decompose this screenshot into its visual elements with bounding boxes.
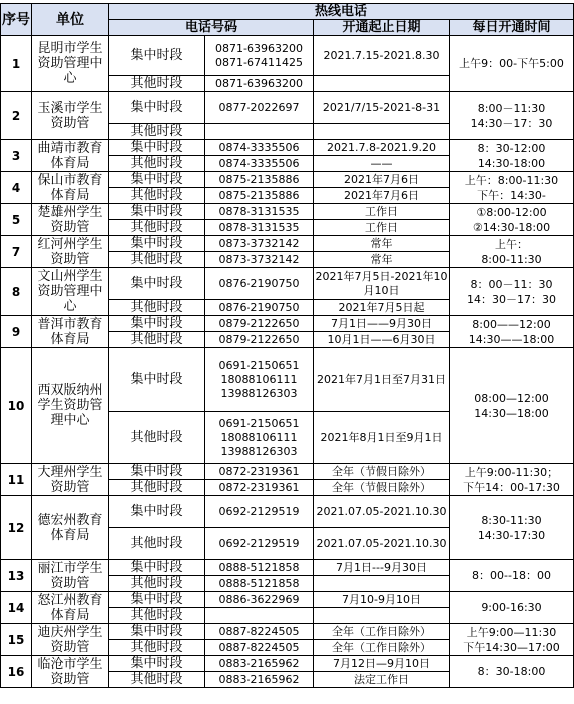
row-seq: 2 (1, 92, 32, 140)
period-other: 其他时段 (109, 412, 205, 464)
table-row (1, 348, 574, 412)
period-other: 其他时段 (109, 640, 205, 656)
table-row (1, 92, 574, 124)
phone-other: 0887-8224505 (205, 640, 314, 656)
row-seq: 9 (1, 316, 32, 348)
phone-concentrated: 0875-2135886 (205, 172, 314, 188)
phone-other (205, 124, 314, 140)
dates-concentrated: 全年（节假日除外） (314, 464, 450, 480)
phone-concentrated: 0879-2122650 (205, 316, 314, 332)
period-concentrated: 集中时段 (109, 560, 205, 576)
phone-concentrated: 0887-8224505 (205, 624, 314, 640)
period-concentrated: 集中时段 (109, 656, 205, 672)
table-row (1, 316, 574, 332)
dates-concentrated: 2021.7.8-2021.9.20 (314, 140, 450, 156)
row-unit: 昆明市学生资助管理中心 (32, 36, 109, 92)
dates-concentrated: 7月1日---9月30日 (314, 560, 450, 576)
phone-concentrated: 0878-3131535 (205, 204, 314, 220)
period-other: 其他时段 (109, 300, 205, 316)
phone-other: 0874-3335506 (205, 156, 314, 172)
phone-concentrated: 0886-3622969 (205, 592, 314, 608)
period-other: 其他时段 (109, 156, 205, 172)
header-seq: 序号 (1, 4, 32, 36)
period-concentrated: 集中时段 (109, 268, 205, 300)
period-concentrated: 集中时段 (109, 36, 205, 76)
row-seq: 15 (1, 624, 32, 656)
header-dates: 开通起止日期 (314, 20, 450, 36)
row-unit: 红河州学生资助管 (32, 236, 109, 268)
phone-concentrated: 0873-3732142 (205, 236, 314, 252)
row-unit: 临沧市学生资助管 (32, 656, 109, 688)
dates-concentrated: 2021年7月1日至7月31日 (314, 348, 450, 412)
daily-time: ①8:00-12:00 ②14:30-18:00 (450, 204, 574, 236)
phone-other: 0873-3732142 (205, 252, 314, 268)
phone-concentrated: 0874-3335506 (205, 140, 314, 156)
daily-time: 8:30-11:30 14:30-17:30 (450, 496, 574, 560)
daily-time: 8:00——12:00 14:30——18:00 (450, 316, 574, 348)
period-other: 其他时段 (109, 672, 205, 688)
table-row (1, 204, 574, 220)
daily-time: 8：00--18：00 (450, 560, 574, 592)
row-seq: 8 (1, 268, 32, 316)
dates-concentrated: 7月1日——9月30日 (314, 316, 450, 332)
dates-other: 2021年7月5日起 (314, 300, 450, 316)
phone-other: 0879-2122650 (205, 332, 314, 348)
row-seq: 10 (1, 348, 32, 464)
dates-other (314, 76, 450, 92)
period-other: 其他时段 (109, 188, 205, 204)
row-seq: 3 (1, 140, 32, 172)
table-row (1, 656, 574, 672)
phone-other: 0871-63963200 (205, 76, 314, 92)
phone-other: 0878-3131535 (205, 220, 314, 236)
period-concentrated: 集中时段 (109, 172, 205, 188)
daily-time: 上午： 8:00-11:30 (450, 236, 574, 268)
phone-other: 0692-2129519 (205, 528, 314, 560)
dates-other: 常年 (314, 252, 450, 268)
period-other: 其他时段 (109, 480, 205, 496)
period-other: 其他时段 (109, 252, 205, 268)
row-unit: 普洱市教育体育局 (32, 316, 109, 348)
dates-other: 全年（工作日除外） (314, 640, 450, 656)
row-unit: 楚雄州学生资助管 (32, 204, 109, 236)
dates-other: 10月1日——6月30日 (314, 332, 450, 348)
row-seq: 11 (1, 464, 32, 496)
dates-other: 2021.07.05-2021.10.30 (314, 528, 450, 560)
period-other: 其他时段 (109, 124, 205, 140)
dates-other: 法定工作日 (314, 672, 450, 688)
period-other: 其他时段 (109, 220, 205, 236)
dates-other (314, 576, 450, 592)
daily-time: 8：00－11：30 14：30－17：30 (450, 268, 574, 316)
row-seq: 12 (1, 496, 32, 560)
daily-time: 8：30-18:00 (450, 656, 574, 688)
daily-time: 8:00－11:30 14:30－17：30 (450, 92, 574, 140)
table-row (1, 172, 574, 188)
row-unit: 大理州学生资助管 (32, 464, 109, 496)
header-unit: 单位 (32, 4, 109, 36)
dates-concentrated: 7月12日—9月10日 (314, 656, 450, 672)
row-unit: 保山市教育体育局 (32, 172, 109, 204)
row-seq: 13 (1, 560, 32, 592)
period-other: 其他时段 (109, 528, 205, 560)
row-unit: 曲靖市教育体育局 (32, 140, 109, 172)
table-row (1, 464, 574, 480)
period-other: 其他时段 (109, 332, 205, 348)
period-concentrated: 集中时段 (109, 316, 205, 332)
dates-other: 2021年8月1日至9月1日 (314, 412, 450, 464)
phone-other (205, 608, 314, 624)
daily-time: 上午9:00-11:30； 下午14：00-17:30 (450, 464, 574, 496)
row-unit: 迪庆州学生资助管 (32, 624, 109, 656)
hotline-table (0, 3, 574, 688)
dates-concentrated: 全年（工作日除外） (314, 624, 450, 640)
period-concentrated: 集中时段 (109, 496, 205, 528)
header-hotline: 热线电话 (109, 4, 574, 20)
table-row (1, 560, 574, 576)
phone-concentrated: 0876-2190750 (205, 268, 314, 300)
period-concentrated: 集中时段 (109, 592, 205, 608)
period-other: 其他时段 (109, 76, 205, 92)
period-other: 其他时段 (109, 608, 205, 624)
row-unit: 文山州学生资助管理中心 (32, 268, 109, 316)
dates-concentrated: 2021.07.05-2021.10.30 (314, 496, 450, 528)
daily-time: 08:00—12:00 14:30—18:00 (450, 348, 574, 464)
phone-other: 0888-5121858 (205, 576, 314, 592)
phone-concentrated: 0692-2129519 (205, 496, 314, 528)
dates-concentrated: 2021年7月6日 (314, 172, 450, 188)
row-seq: 16 (1, 656, 32, 688)
table-row (1, 496, 574, 528)
phone-concentrated: 0872-2319361 (205, 464, 314, 480)
daily-time: 上午9：00-下午5:00 (450, 36, 574, 92)
header-phone: 电话号码 (109, 20, 314, 36)
row-unit: 怒江州教育体育局 (32, 592, 109, 624)
phone-other: 0875-2135886 (205, 188, 314, 204)
dates-concentrated: 2021.7.15-2021.8.30 (314, 36, 450, 76)
phone-concentrated: 0883-2165962 (205, 656, 314, 672)
row-seq: 4 (1, 172, 32, 204)
row-seq: 1 (1, 36, 32, 92)
daily-time: 8：30-12:00 14:30-18:00 (450, 140, 574, 172)
header-daily: 每日开通时间 (450, 20, 574, 36)
dates-other (314, 124, 450, 140)
row-unit: 西双版纳州学生资助管理中心 (32, 348, 109, 464)
phone-concentrated: 0888-5121858 (205, 560, 314, 576)
period-concentrated: 集中时段 (109, 624, 205, 640)
period-concentrated: 集中时段 (109, 204, 205, 220)
row-unit: 丽江市学生资助管 (32, 560, 109, 592)
phone-concentrated: 0877-2022697 (205, 92, 314, 124)
dates-other: —— (314, 156, 450, 172)
daily-time: 上午：8:00-11:30 下午：14:30- (450, 172, 574, 204)
dates-concentrated: 2021/7/15-2021-8-31 (314, 92, 450, 124)
period-concentrated: 集中时段 (109, 464, 205, 480)
period-concentrated: 集中时段 (109, 140, 205, 156)
period-concentrated: 集中时段 (109, 348, 205, 412)
daily-time: 9:00-16:30 (450, 592, 574, 624)
phone-other: 0883-2165962 (205, 672, 314, 688)
phone-other: 0691-2150651 18088106111 13988126303 (205, 412, 314, 464)
row-seq: 14 (1, 592, 32, 624)
table-body (1, 36, 574, 688)
table-row (1, 624, 574, 640)
table-row (1, 592, 574, 608)
row-seq: 7 (1, 236, 32, 268)
dates-other: 工作日 (314, 220, 450, 236)
table-row (1, 268, 574, 300)
table-row (1, 140, 574, 156)
row-unit: 玉溪市学生资助管 (32, 92, 109, 140)
dates-other (314, 608, 450, 624)
table-row (1, 36, 574, 76)
dates-other: 2021年7月6日 (314, 188, 450, 204)
phone-other: 0872-2319361 (205, 480, 314, 496)
dates-concentrated: 工作日 (314, 204, 450, 220)
daily-time: 上午9:00—11:30 下午14:30—17:00 (450, 624, 574, 656)
period-other: 其他时段 (109, 576, 205, 592)
dates-concentrated: 2021年7月5日-2021年10月10日 (314, 268, 450, 300)
phone-concentrated: 0691-2150651 18088106111 13988126303 (205, 348, 314, 412)
dates-concentrated: 常年 (314, 236, 450, 252)
phone-other: 0876-2190750 (205, 300, 314, 316)
period-concentrated: 集中时段 (109, 92, 205, 124)
table-row (1, 236, 574, 252)
phone-concentrated: 0871-63963200 0871-67411425 (205, 36, 314, 76)
period-concentrated: 集中时段 (109, 236, 205, 252)
row-unit: 德宏州教育体育局 (32, 496, 109, 560)
dates-other: 全年（节假日除外） (314, 480, 450, 496)
row-seq: 5 (1, 204, 32, 236)
dates-concentrated: 7月10-9月10日 (314, 592, 450, 608)
